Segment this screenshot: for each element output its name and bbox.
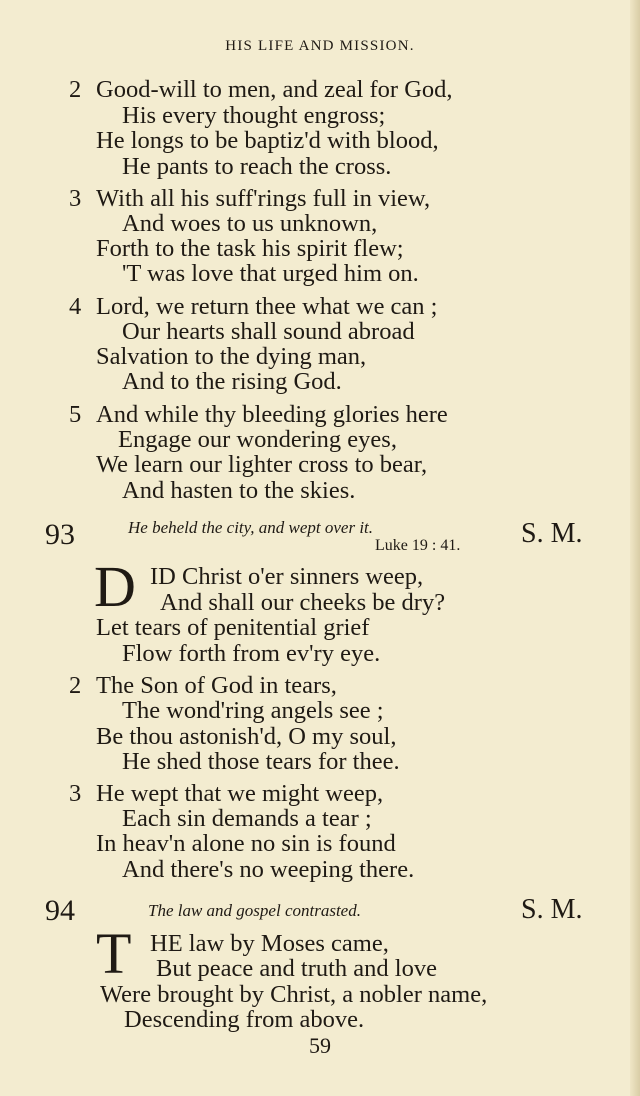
verse-line: And shall our cheeks be dry? xyxy=(160,589,446,616)
page-edge xyxy=(630,0,640,1096)
verse-line: Engage our wondering eyes, xyxy=(118,426,397,453)
verse-line: His every thought engross; xyxy=(122,102,386,129)
verse-line: Salvation to the dying man, xyxy=(96,343,367,370)
verse-line: He wept that we might weep, xyxy=(96,780,384,807)
verse-line: ID Christ o'er sinners weep, xyxy=(150,563,424,590)
verse-line: Forth to the task his spirit flew; xyxy=(96,235,404,262)
verse-line: Good-will to men, and zeal for God, xyxy=(96,76,453,103)
verse-line: He pants to reach the cross. xyxy=(122,153,392,180)
scripture-reference: Luke 19 : 41. xyxy=(375,537,461,554)
stanza-number: 4 xyxy=(69,293,82,320)
verse-line: Lord, we return thee what we can ; xyxy=(96,293,438,320)
drop-cap: D xyxy=(94,554,136,619)
verse-line: Descending from above. xyxy=(124,1006,365,1033)
verse-line: Each sin demands a tear ; xyxy=(122,805,372,832)
verse-line: Let tears of penitential grief xyxy=(96,614,370,641)
verse-line: Flow forth from ev'ry eye. xyxy=(122,640,381,667)
verse-line: With all his suff'rings full in view, xyxy=(96,185,431,212)
drop-cap: T xyxy=(96,921,132,986)
verse-line: HE law by Moses came, xyxy=(150,930,389,957)
stanza-number: 2 xyxy=(69,672,82,699)
verse-line: And woes to us unknown, xyxy=(122,210,378,237)
verse-line: The wond'ring angels see ; xyxy=(122,697,384,724)
verse-line: And to the rising God. xyxy=(122,368,342,395)
verse-line: And hasten to the skies. xyxy=(122,477,356,504)
verse-line: Be thou astonish'd, O my soul, xyxy=(96,723,397,750)
hymn-number: 94 xyxy=(45,894,75,927)
verse-line: He longs to be baptiz'd with blood, xyxy=(96,127,439,154)
verse-line: Our hearts shall sound abroad xyxy=(122,318,415,345)
verse-line: He shed those tears for thee. xyxy=(122,748,400,775)
hymn-meter: S. M. xyxy=(521,518,583,549)
hymn-subtitle: The law and gospel contrasted. xyxy=(148,901,361,920)
hymn-subtitle: He beheld the city, and wept over it. xyxy=(128,518,374,537)
verse-line: Were brought by Christ, a nobler name, xyxy=(100,981,488,1008)
page-number: 59 xyxy=(309,1033,331,1058)
stanza-number: 3 xyxy=(69,185,82,212)
verse-line: And while thy bleeding glories here xyxy=(96,401,448,428)
verse-line: 'T was love that urged him on. xyxy=(122,260,419,287)
hymn-number: 93 xyxy=(45,518,75,551)
hymn-meter: S. M. xyxy=(521,894,583,925)
verse-line: And there's no weeping there. xyxy=(122,856,415,883)
running-head: HIS LIFE AND MISSION. xyxy=(225,38,415,54)
stanza-number: 2 xyxy=(69,76,82,103)
stanza-number: 3 xyxy=(69,780,82,807)
verse-line: The Son of God in tears, xyxy=(96,672,337,699)
verse-line: We learn our lighter cross to bear, xyxy=(96,451,428,478)
stanza-number: 5 xyxy=(69,401,82,428)
verse-line: In heav'n alone no sin is found xyxy=(96,830,396,857)
verse-line: But peace and truth and love xyxy=(156,955,437,982)
